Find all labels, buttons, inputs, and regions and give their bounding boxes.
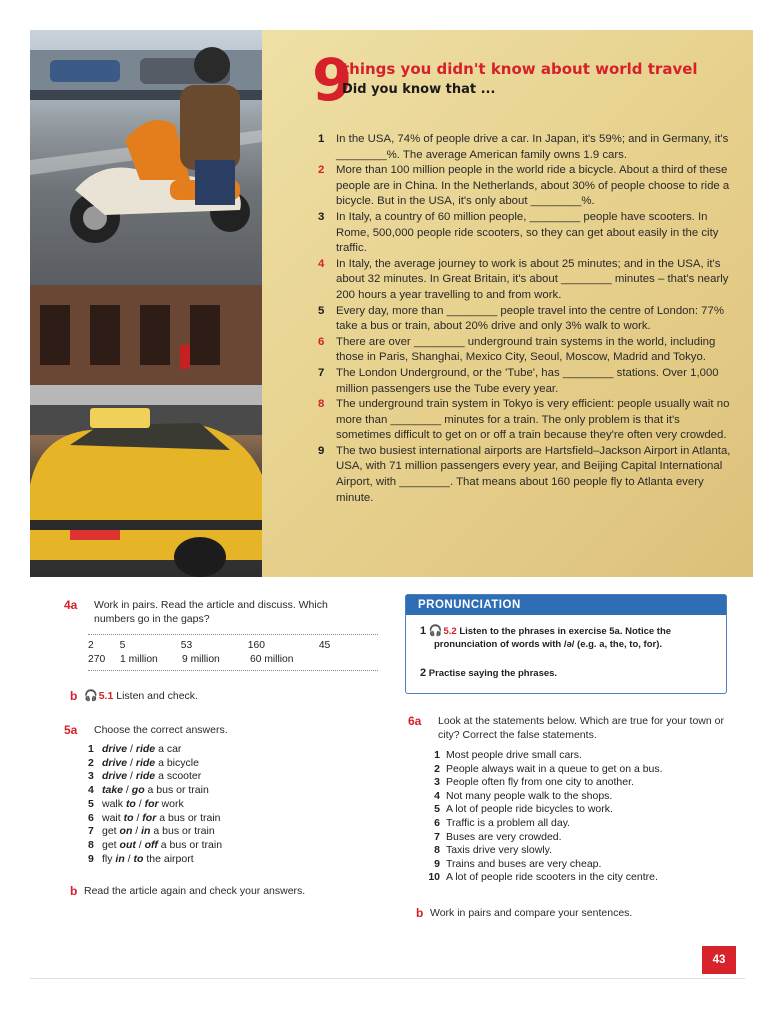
gap-number: 1 million <box>120 654 158 665</box>
fact-number: 4 <box>318 257 325 270</box>
choice-number: 8 <box>88 838 94 851</box>
page-number: 43 <box>702 946 736 974</box>
choice-item: 1 drive / ride a car <box>88 743 182 755</box>
statement-number: 6 <box>434 816 440 829</box>
option-b: ride <box>135 743 156 755</box>
statement-item <box>424 803 663 817</box>
headphones-icon: 🎧 <box>428 625 443 637</box>
choice-item: 8 get out / off a bus or train <box>88 838 223 851</box>
gap-number: 60 million <box>250 654 294 665</box>
article-subtitle: Did you know that ... <box>342 82 496 97</box>
exercise-6a <box>408 714 728 742</box>
choice-number: 2 <box>88 756 94 769</box>
choice-number: 7 <box>88 825 94 838</box>
option-b: ride <box>135 770 156 783</box>
choice-prefix: get <box>102 838 117 851</box>
exercise-6b <box>416 906 736 920</box>
statement-number: 10 <box>428 871 440 884</box>
exercise-label: b <box>70 884 78 898</box>
statement-text: People often fly from one city to another. <box>446 776 634 789</box>
item-text: Practise saying the phrases. <box>428 668 558 679</box>
exercise-label: 6a <box>408 714 422 728</box>
choice-rest: a bus or train <box>153 825 215 838</box>
pronunciation-item-1 <box>420 625 720 651</box>
option-a: drive <box>102 770 128 783</box>
statement-item <box>424 776 663 790</box>
track-number: 5.2 <box>443 626 457 637</box>
statement-text: Taxis drive very slowly. <box>446 844 552 857</box>
pronunciation-item-2 <box>420 667 720 680</box>
choice-number: 5 <box>88 797 94 810</box>
exercise-instruction: Choose the correct answers. <box>94 724 228 736</box>
choice-rest: a bicycle <box>158 756 199 769</box>
exercise-5a <box>64 723 364 737</box>
gap-number: 160 <box>247 640 265 651</box>
choice-item: 6 wait to / for a bus or train <box>88 811 221 824</box>
exercise-instruction: Listen and check. <box>116 690 198 702</box>
option-a: take <box>102 784 124 797</box>
statement-number: 2 <box>434 762 440 775</box>
statement-number: 5 <box>434 803 440 816</box>
fact-text: Every day, more than ________ people travel into the centre of London: 77% take a bus or train, about 20% drive and only 3% walk to work. <box>336 304 724 333</box>
statement-item <box>424 858 663 872</box>
statement-number: 3 <box>434 776 440 789</box>
exercise-instruction: Work in pairs and compare your sentences. <box>430 907 633 919</box>
choice-item: 5 walk to / for work <box>88 797 184 810</box>
fact-text: The underground train system in Tokyo is very efficient: people usually wait no more than ________ minutes for a train. The only problem is that it's sometimes difficult to get on or off a train because they're often very crowded. <box>336 398 730 442</box>
exercise-5b <box>70 884 390 898</box>
option-b: off <box>144 838 158 851</box>
option-a: drive <box>102 743 128 755</box>
fact-item <box>318 163 738 210</box>
statement-item <box>424 871 663 885</box>
statement-item <box>424 749 663 763</box>
option-b: ride <box>135 756 156 769</box>
scooter-photo <box>30 30 262 285</box>
pronunciation-header: PRONUNCIATION <box>406 595 726 615</box>
fact-number: 6 <box>318 335 325 348</box>
statement-item <box>424 831 663 845</box>
fact-text: More than 100 million people in the world ride a bicycle. About a third of these people are in China. In the Netherlands, about 30% of people choose to ride a bicycle. But in the USA, it's only about ________%. <box>336 164 730 208</box>
statement-text: Most people drive small cars. <box>446 749 582 761</box>
item-number: 1 <box>420 625 427 637</box>
choice-prefix: wait <box>102 811 121 824</box>
article-spread <box>30 30 753 577</box>
option-a: on <box>119 825 133 838</box>
fact-number: 3 <box>318 210 325 223</box>
option-a: in <box>115 852 125 865</box>
gap-number: 45 <box>318 640 331 651</box>
exercise-label: 5a <box>64 723 78 737</box>
choice-item: 3 drive / ride a scooter <box>88 770 202 783</box>
fact-item <box>318 210 738 257</box>
choice-item: 9 fly in / to the airport <box>88 852 194 865</box>
choice-number: 3 <box>88 770 94 783</box>
choice-number: 6 <box>88 811 94 824</box>
choice-list <box>88 743 222 866</box>
fact-item <box>318 366 738 397</box>
statement-item <box>424 763 663 777</box>
option-a: out <box>119 838 136 851</box>
headphones-icon: 🎧 <box>84 690 98 702</box>
fact-text: The London Underground, or the 'Tube', has ________ stations. Over 1,000 million passengers use the Tube every year. <box>336 366 719 395</box>
choice-number: 1 <box>88 743 94 755</box>
article-panel <box>262 30 753 577</box>
gap-number: 5 <box>119 640 126 651</box>
exercise-label: 4a <box>64 598 78 612</box>
fact-item <box>318 444 738 506</box>
gap-number: 270 <box>88 654 106 665</box>
choice-prefix: walk <box>102 797 124 810</box>
statement-item <box>424 790 663 804</box>
option-b: in <box>141 825 151 838</box>
gap-number: 9 million <box>182 654 220 665</box>
choice-item: 4 take / go a bus or train <box>88 784 209 797</box>
statement-number: 4 <box>434 789 440 802</box>
gap-number: 2 <box>88 640 94 651</box>
fact-number: 8 <box>318 398 325 411</box>
number-box <box>88 634 378 671</box>
statement-text: Not many people walk to the shops. <box>446 789 613 802</box>
option-a: drive <box>102 756 128 769</box>
choice-rest: a bus or train <box>147 784 209 797</box>
choice-prefix: fly <box>102 852 113 865</box>
choice-rest: work <box>161 797 184 810</box>
taxi-photo <box>30 285 262 577</box>
fact-text: In Italy, a country of 60 million people, ________ people have scooters. In Rome, 500,000 people ride scooters, so they can get about easily in the city traffic. <box>336 210 719 255</box>
option-a: to <box>123 811 134 824</box>
exercise-4b <box>70 689 370 703</box>
article-number: 9 <box>312 46 353 114</box>
option-a: to <box>125 797 136 810</box>
statement-item <box>424 844 663 858</box>
fact-number: 1 <box>318 133 325 145</box>
article-title: things you didn't know about world travel <box>342 60 698 78</box>
item-text: Listen to the phrases in exercise 5a. Notice the <box>459 626 672 637</box>
track-number: 5.1 <box>98 690 114 702</box>
fact-item <box>318 304 738 335</box>
number-row <box>88 639 378 653</box>
fact-item <box>318 132 738 163</box>
statement-text: Buses are very crowded. <box>446 830 562 843</box>
exercise-4a <box>64 598 364 626</box>
statement-text: Traffic is a problem all day. <box>446 816 571 829</box>
choice-prefix: get <box>102 825 117 838</box>
fact-number: 2 <box>318 164 325 177</box>
gap-number: 53 <box>180 640 193 651</box>
option-b: for <box>142 811 157 824</box>
exercise-instruction: Look at the statements below. Which are true for your town or city? Correct the false statements. <box>438 715 724 741</box>
statement-text: Trains and buses are very cheap. <box>446 857 602 870</box>
pronunciation-box <box>405 594 727 694</box>
statement-number: 9 <box>434 857 440 870</box>
choice-rest: the airport <box>146 852 194 865</box>
choice-number: 9 <box>88 852 94 865</box>
fact-item <box>318 257 738 304</box>
choice-number: 4 <box>88 784 94 797</box>
statement-text: A lot of people ride bicycles to work. <box>446 803 613 816</box>
statement-item <box>424 817 663 831</box>
fact-list <box>318 132 738 506</box>
choice-rest: a bus or train <box>160 838 223 851</box>
option-b: for <box>144 797 159 810</box>
statement-list <box>424 749 663 885</box>
fact-item <box>318 335 738 366</box>
choice-rest: a bus or train <box>159 811 221 824</box>
exercise-label: b <box>70 689 78 703</box>
fact-text: The two busiest international airports are Hartsfield–Jackson Airport in Atlanta, USA, with 71 million passengers every year, and Beijing Capital International Airport, with ________. That means about 160 people fly to Atlanta every minute. <box>336 444 731 504</box>
item-text-2: pronunciation of words with /ə/ (e.g. a, the, to, for). <box>434 639 662 650</box>
choice-item: 7 get on / in a bus or train <box>88 825 215 838</box>
statement-number: 8 <box>434 844 440 857</box>
option-b: go <box>131 784 145 797</box>
fact-item <box>318 397 738 444</box>
statement-text: A lot of people ride scooters in the city centre. <box>446 871 658 884</box>
fact-number: 7 <box>318 366 325 379</box>
footer-divider <box>30 978 745 979</box>
choice-item: 2 drive / ride a bicycle <box>88 756 199 769</box>
choice-rest: a scooter <box>158 770 202 783</box>
exercise-instruction: Work in pairs. Read the article and discuss. Which numbers go in the gaps? <box>94 599 328 625</box>
choice-rest: a car <box>158 743 182 755</box>
exercise-label: b <box>416 906 424 920</box>
fact-text: There are over ________ underground train systems in the world, including those in Paris, Shanghai, Mexico City, Seoul, Moscow, Madrid and Tokyo. <box>336 335 716 364</box>
exercise-instruction: Read the article again and check your answers. <box>84 885 306 897</box>
statement-text: People always wait in a queue to get on a bus. <box>446 762 663 775</box>
option-b: to <box>133 852 144 865</box>
statement-number: 1 <box>434 749 440 761</box>
item-number: 2 <box>420 667 427 679</box>
statement-number: 7 <box>434 830 440 843</box>
fact-text: In the USA, 74% of people drive a car. In Japan, it's 59%; and in Germany, it's ________%. The average American family owns 1.9 cars. <box>336 133 729 161</box>
fact-text: In Italy, the average journey to work is about 25 minutes; and in the USA, it's about 32 minutes. In Great Britain, it's about ________ minutes – that's nearly 200 hours a year travelling to and from work. <box>336 257 729 301</box>
fact-number: 5 <box>318 304 325 317</box>
fact-number: 9 <box>318 444 325 457</box>
number-row <box>88 653 378 667</box>
